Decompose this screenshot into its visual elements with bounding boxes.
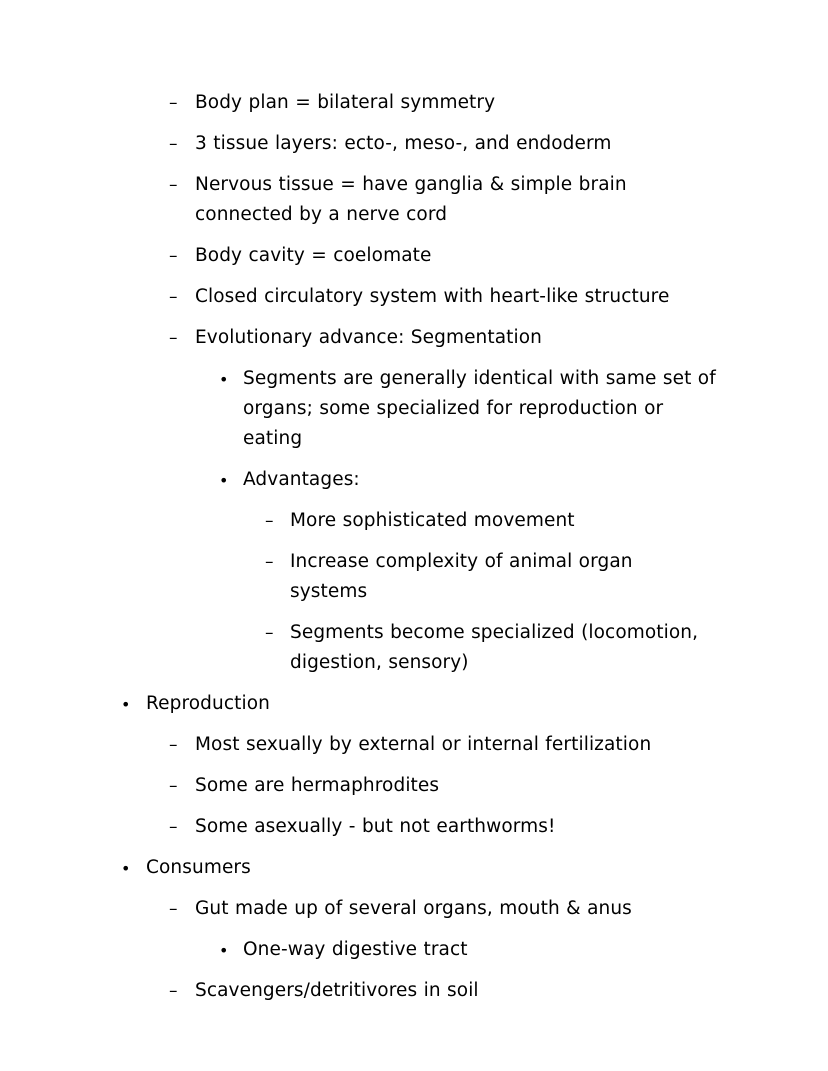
outline-item-text: Advantages: bbox=[243, 469, 360, 490]
dash-icon: – bbox=[169, 93, 178, 113]
outline-item-text: Evolutionary advance: Segmentation bbox=[195, 327, 543, 348]
dash-icon: – bbox=[265, 552, 274, 572]
outline-item bbox=[0, 241, 828, 271]
outline-item-text: Segments are generally identical with same set of organs; some specialized for reproduction or eating bbox=[243, 368, 716, 449]
outline-item-text: Nervous tissue = have ganglia & simple brain connected by a nerve cord bbox=[195, 174, 627, 225]
outline-item bbox=[0, 323, 828, 353]
dash-icon: – bbox=[169, 735, 178, 755]
outline-item bbox=[0, 88, 828, 118]
dash-icon: – bbox=[169, 981, 178, 1001]
outline-item bbox=[0, 853, 828, 883]
outline-item-text: Segments become specialized (locomotion, digestion, sensory) bbox=[290, 622, 699, 673]
bullet-icon: • bbox=[219, 471, 229, 490]
outline-item-text: One-way digestive tract bbox=[243, 939, 468, 960]
outline-item-text: Scavengers/detritivores in soil bbox=[195, 980, 479, 1001]
bullet-icon: • bbox=[219, 370, 229, 389]
outline-item-text: Gut made up of several organs, mouth & anus bbox=[195, 898, 632, 919]
outline-item bbox=[0, 364, 828, 454]
dash-icon: – bbox=[169, 776, 178, 796]
outline-item-text: Some are hermaphrodites bbox=[195, 775, 440, 796]
bullet-icon: • bbox=[121, 695, 131, 714]
dash-icon: – bbox=[169, 287, 178, 307]
outline-item-text: Most sexually by external or internal fertilization bbox=[195, 734, 652, 755]
outline-item bbox=[0, 129, 828, 159]
outline-item bbox=[0, 282, 828, 312]
outline-item bbox=[0, 465, 828, 495]
outline-item-text: Reproduction bbox=[146, 693, 270, 714]
outline-item bbox=[0, 976, 828, 1006]
dash-icon: – bbox=[169, 899, 178, 919]
outline-list bbox=[0, 88, 828, 1017]
outline-item-text: Consumers bbox=[146, 857, 251, 878]
bullet-icon: • bbox=[121, 859, 131, 878]
outline-item-text: Some asexually - but not earthworms! bbox=[195, 816, 556, 837]
outline-item-text: Body plan = bilateral symmetry bbox=[195, 92, 496, 113]
dash-icon: – bbox=[169, 246, 178, 266]
dash-icon: – bbox=[265, 623, 274, 643]
outline-item bbox=[0, 935, 828, 965]
outline-item bbox=[0, 618, 828, 678]
outline-item-text: Body cavity = coelomate bbox=[195, 245, 432, 266]
bullet-icon: • bbox=[219, 941, 229, 960]
outline-item bbox=[0, 689, 828, 719]
outline-item bbox=[0, 812, 828, 842]
dash-icon: – bbox=[169, 328, 178, 348]
outline-item bbox=[0, 547, 828, 607]
outline-item-text: Increase complexity of animal organ systems bbox=[290, 551, 633, 602]
outline-item-text: Closed circulatory system with heart-like structure bbox=[195, 286, 670, 307]
dash-icon: – bbox=[169, 817, 178, 837]
dash-icon: – bbox=[169, 175, 178, 195]
outline-item bbox=[0, 170, 828, 230]
outline-item bbox=[0, 771, 828, 801]
outline-item bbox=[0, 506, 828, 536]
outline-item-text: More sophisticated movement bbox=[290, 510, 575, 531]
outline-item bbox=[0, 730, 828, 760]
dash-icon: – bbox=[169, 134, 178, 154]
outline-item-text: 3 tissue layers: ecto-, meso-, and endoderm bbox=[195, 133, 612, 154]
dash-icon: – bbox=[265, 511, 274, 531]
outline-item bbox=[0, 894, 828, 924]
